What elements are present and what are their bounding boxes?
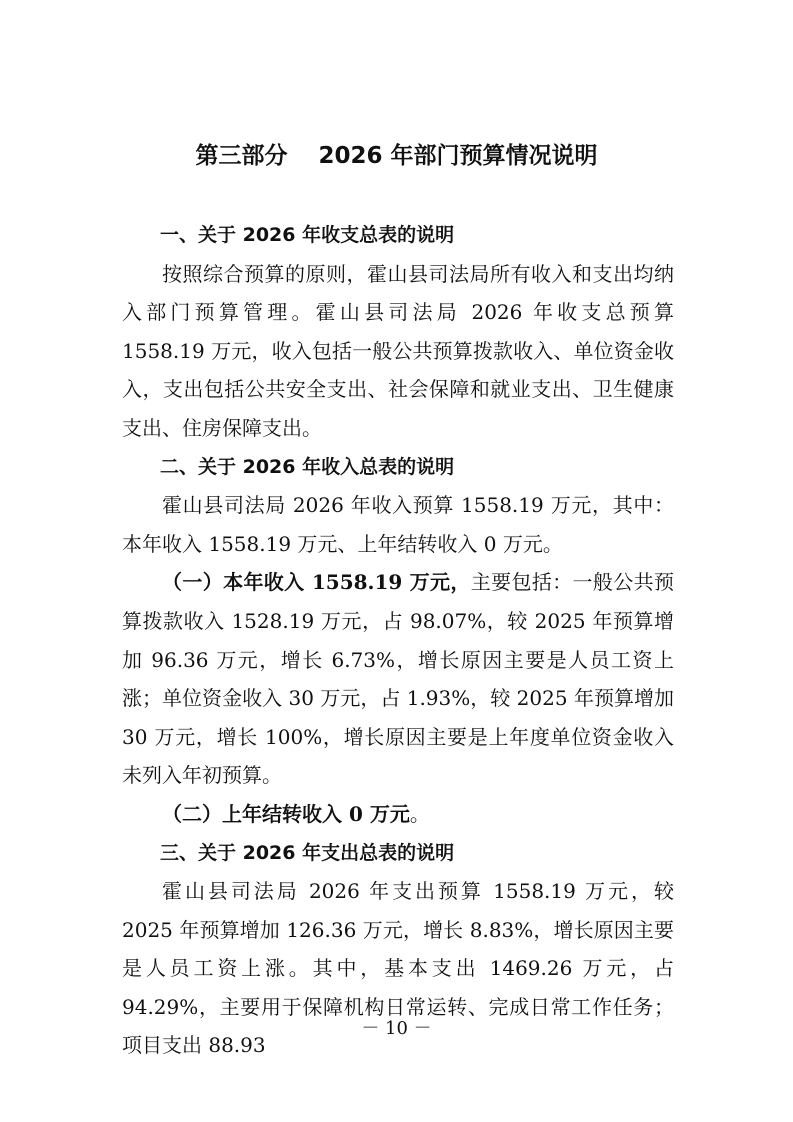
sub-heading-current-year-revenue: （一）本年收入 1558.19 万元，: [162, 570, 471, 595]
section-heading-expenditure: 三、关于 2026 年支出总表的说明: [160, 841, 455, 864]
paragraph-revenue: 霍山县司法局 2026 年收入预算 1558.19 万元，其中：本年收入 1558.19 万元、上年结转收入 0 万元。: [122, 493, 674, 556]
paragraph-carryover-revenue: [122, 795, 674, 834]
paragraph-revenue-expenditure: 按照综合预算的原则，霍山县司法局所有收入和支出均纳入部门预算管理。霍山县司法局 2026 年收支总预算 1558.19 万元，收入包括一般公共预算拨款收入、单位资金收入，支出包括公共安全支出、社会保障和就业支出、卫生健康支出、住房保障支出。: [122, 261, 674, 440]
page-number: － 10 －: [361, 1018, 432, 1039]
sub-heading-carryover-revenue: （二）上年结转收入 0 万元: [162, 801, 410, 826]
section-heading-revenue-expenditure: 一、关于 2026 年收支总表的说明: [160, 224, 455, 246]
carryover-revenue-text: 。: [409, 801, 430, 826]
page-title: 第三部分 2026 年部门预算情况说明: [195, 143, 598, 169]
paragraph-current-year-revenue: [122, 563, 674, 795]
document-body: [122, 216, 674, 1065]
current-year-revenue-text: 主要包括：一般公共预算拨款收入 1528.19 万元，占 98.07%，较 2025 年预算增加 96.36 万元，增长 6.73%，增长原因主要是人员工资上涨；单位资金收入 30 万元，占 1.93%，较 2025 年预算增加 30 万元，增长 100%，增长原因主要是上年度单位资金收入未列入年初预算。: [122, 570, 674, 788]
section-heading-revenue: 二、关于 2026 年收入总表的说明: [160, 455, 455, 478]
paragraph-expenditure: 霍山县司法局 2026 年支出预算 1558.19 万元，较 2025 年预算增加 126.36 万元，增长 8.83%，增长原因主要是人员工资上涨。其中，基本支出 1469.26 万元，占 94.29%，主要用于保障机构日常运转、完成日常工作任务；项目支出 88.93: [122, 879, 674, 1058]
